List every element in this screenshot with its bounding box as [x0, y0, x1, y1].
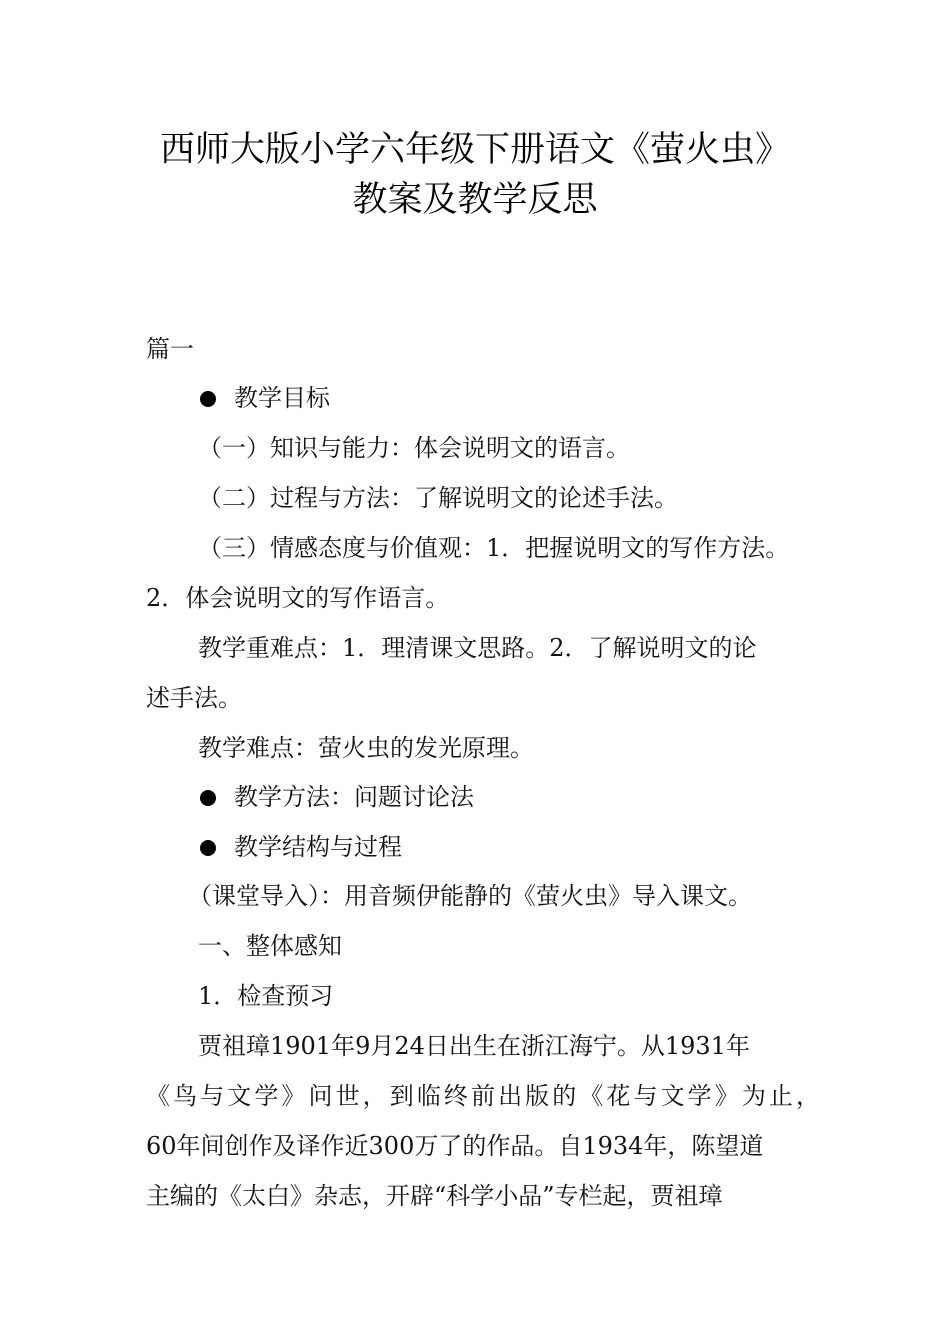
- heading-teaching-goals: 教学目标: [234, 384, 330, 412]
- paragraph-line: 60年间创作及译作近300万了的作品。自1934年，陈望道: [146, 1132, 764, 1160]
- key-points: 教学重难点：1．理清课文思路。2．了解说明文的论: [198, 634, 757, 662]
- part-one-heading: 一、整体感知: [198, 932, 342, 960]
- check-preview: 1．检查预习: [198, 982, 334, 1010]
- goal-knowledge: （一）知识与能力：体会说明文的语言。: [198, 434, 630, 462]
- goal-emotion: （三）情感态度与价值观：1．把握说明文的写作方法。: [198, 534, 790, 562]
- bullet-icon: [200, 391, 216, 407]
- bullet-icon: [200, 840, 216, 856]
- bullet-icon: [200, 790, 216, 806]
- heading-teaching-method: 教学方法：问题讨论法: [234, 783, 474, 811]
- paragraph-line: 主编的《太白》杂志，开辟“科学小品”专栏起，贾祖璋: [146, 1182, 723, 1210]
- goal-process: （二）过程与方法：了解说明文的论述手法。: [198, 484, 678, 512]
- heading-teaching-structure: 教学结构与过程: [234, 833, 402, 861]
- lesson-intro: （课堂导入）：用音频伊能静的《萤火虫》导入课文。: [188, 882, 752, 910]
- document-title-line-2: 教案及教学反思: [352, 180, 598, 220]
- paragraph-line: 贾祖璋1901年9月24日出生在浙江海宁。从1931年: [198, 1032, 750, 1060]
- document-title-line-1: 西师大版小学六年级下册语文《萤火虫》: [159, 130, 790, 170]
- paragraph-line: 《鸟与文学》问世，到临终前出版的《花与文学》为止，: [146, 1082, 820, 1110]
- difficulty: 教学难点：萤火虫的发光原理。: [198, 734, 534, 762]
- key-points-cont: 述手法。: [146, 684, 242, 712]
- section-label: 篇一: [146, 335, 194, 363]
- goal-emotion-cont: 2．体会说明文的写作语言。: [146, 584, 450, 612]
